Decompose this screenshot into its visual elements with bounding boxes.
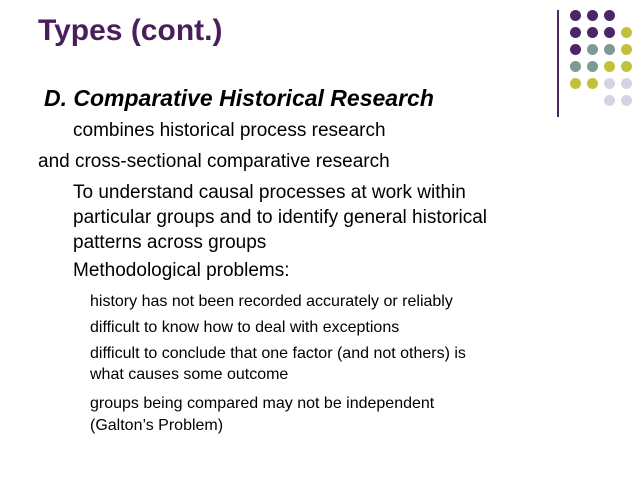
dot-yellow [570, 78, 581, 89]
dot-purple [587, 10, 598, 21]
dot-purple [570, 27, 581, 38]
subpoint-text: difficult to know how to deal with exceptions [90, 319, 400, 336]
subpoint-text: groups being compared may not be independent [90, 395, 435, 412]
point-text: To understand causal processes at work within [73, 182, 466, 203]
dot-yellow [621, 27, 632, 38]
dot-lavender [604, 95, 615, 106]
dot-purple [587, 27, 598, 38]
dot-lavender [604, 78, 615, 89]
point-text: particular groups and to identify general historical [73, 207, 488, 228]
dot-teal [587, 61, 598, 72]
subpoint-text: what causes some outcome [90, 366, 289, 383]
dot-teal [587, 44, 598, 55]
point-text: combines historical process research [73, 120, 386, 141]
dot-purple [570, 44, 581, 55]
subpoint-text: difficult to conclude that one factor (and not others) is [90, 345, 466, 362]
subpoint-text: (Galton’s Problem) [90, 417, 224, 434]
subpoint-text: history has not been recorded accurately or reliably [90, 293, 453, 310]
dot-yellow [621, 44, 632, 55]
dot-purple [604, 10, 615, 21]
dot-purple [570, 10, 581, 21]
dot-teal [604, 44, 615, 55]
point-text: and cross-sectional comparative research [38, 151, 390, 172]
point-text: Methodological problems: [73, 260, 290, 281]
dot-yellow [621, 61, 632, 72]
point-text: patterns across groups [73, 232, 267, 253]
heading-text: D. Comparative Historical Research [44, 85, 434, 111]
dot-yellow [587, 78, 598, 89]
dot-lavender [621, 78, 632, 89]
dot-lavender [621, 95, 632, 106]
dot-purple [604, 27, 615, 38]
dot-yellow [604, 61, 615, 72]
slide-title: Types (cont.) [38, 14, 223, 47]
dot-teal [570, 61, 581, 72]
